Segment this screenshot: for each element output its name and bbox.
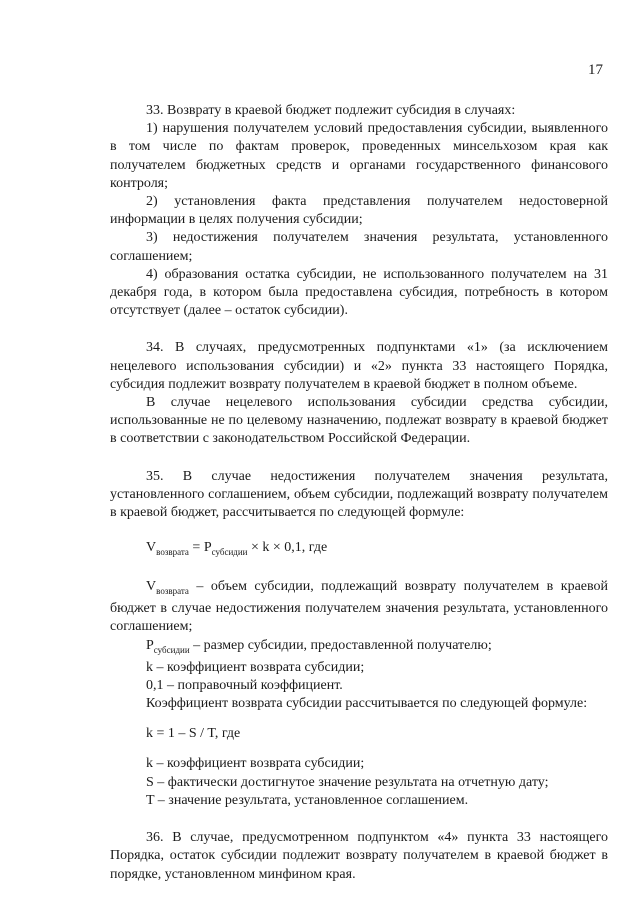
coefficient-paragraph: Коэффициент возврата субсидии рассчитывается по следующей формуле:: [146, 696, 588, 712]
formula-rest: × k × 0,1, где: [247, 540, 328, 556]
formula-coefficient: k = 1 – S / T, где: [146, 726, 241, 742]
clause-34-paragraph-1: 34. В случаях, предусмотренных подпунктами «1» (за исключением нецелевого использования субсидии) и «2» пункта 33 настоящего Порядка, субсидия подлежит возврату получателем в краевой бюджет в полном объеме.: [110, 340, 608, 392]
formula-equals: =: [188, 540, 204, 556]
definition-p-subsidy: [110, 637, 608, 659]
definition-v-subscript: возврата: [156, 586, 189, 597]
clause-33-item-2: 2) установления факта представления получателем недостоверной информации в целях получения субсидии;: [110, 194, 608, 228]
definition-k: k – коэффициент возврата субсидии;: [146, 659, 365, 675]
clause-33-intro: 33. Возврату в краевой бюджет подлежит субсидия в случаях:: [146, 103, 516, 118]
formula-v-symbol: V: [146, 540, 157, 556]
clause-34-paragraph-2: В случае нецелевого использования субсидии средства субсидии, использованные не по целевому назначению, подлежат возврату в краевой бюджет в соответствии с законодательством Российской Федерации.: [110, 395, 608, 447]
clause-33-item-4: 4) образования остатка субсидии, не использованного получателем на 31 декабря года, в котором была предоставлена субсидия, потребность в котором отсутствует (далее – остаток субсидии).: [110, 266, 608, 319]
definition-correction: 0,1 – поправочный коэффициент.: [146, 677, 343, 693]
definition-p-symbol: P: [146, 637, 154, 653]
definition-v-return: [110, 578, 608, 636]
page-number: 17: [588, 62, 603, 78]
formula-v-subscript: возврата: [156, 547, 189, 558]
definition-2-t: T – значение результата, установленное соглашением.: [146, 792, 469, 808]
definition-2-k: k – коэффициент возврата субсидии;: [146, 756, 365, 772]
clause-33-item-1: 1) нарушения получателем условий предоставления субсидии, выявленного в том числе по фактам проверок, проведенных минсельхозом края как получателем бюджетных средств и органами государственного финансового контроля;: [110, 121, 608, 191]
clause-35-paragraph-1: 35. В случае недостижения получателем значения результата, установленного соглашением, объем субсидии, подлежащий возврату получателем в краевой бюджет, рассчитывается по следующей формуле:: [110, 468, 608, 521]
definition-p-subscript: субсидии: [153, 644, 190, 655]
formula-p-subscript: субсидии: [211, 547, 248, 558]
formula-return-volume: [110, 539, 608, 561]
formula-p-symbol: P: [203, 540, 212, 556]
definition-2-s: S – фактически достигнутое значение результата на отчетную дату;: [146, 774, 549, 790]
definition-p-text: – размер субсидии, предоставленной получателю;: [189, 637, 492, 653]
definition-v-text: – объем субсидии, подлежащий возврату получателем в краевой бюджет в случае недостижения получателем значения результата, установленного соглашением;: [110, 579, 608, 635]
definition-v-symbol: V: [146, 579, 157, 595]
clause-36-paragraph-1: 36. В случае, предусмотренном подпунктом «4» пункта 33 настоящего Порядка, остаток субсидии подлежит возврату получателем в краевой бюджет в порядке, установленном минфином края.: [110, 830, 608, 882]
document-body: [110, 102, 608, 884]
clause-33-item-3: 3) недостижения получателем значения результата, установленного соглашением;: [110, 230, 608, 264]
